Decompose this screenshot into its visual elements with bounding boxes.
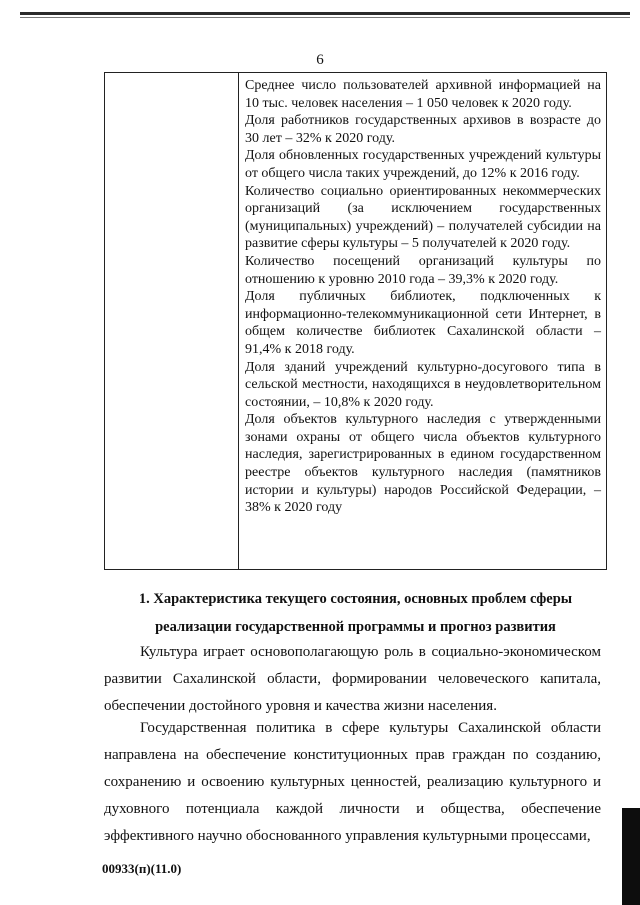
indicator-item: Количество посещений организаций культуры по отношению к уровню 2010 года – 39,3% к 2020 году. bbox=[245, 253, 601, 287]
indicator-item: Доля зданий учреждений культурно-досугового типа в сельской местности, находящихся в неудовлетворительном состоянии, – 10,8% к 2020 году. bbox=[245, 359, 601, 410]
table-column-divider bbox=[238, 73, 239, 569]
indicators-table bbox=[104, 72, 607, 570]
body-paragraph: Государственная политика в сфере культуры Сахалинской области направлена на обеспечение конституционных прав граждан по созданию, сохранению и освоению культурных ценностей, реализацию культурного и духовного потенциала каждой личности и общества, обеспечение эффективного научно обоснованного управления культурными процессами, bbox=[104, 720, 601, 844]
indicator-item: Количество социально ориентированных некоммерческих организаций (за исключением государственных (муниципальных) учреждений) – получателей субсидии на развитие сферы культуры – 5 получателей к 2020 году. bbox=[245, 183, 601, 252]
top-border-line-thin bbox=[20, 17, 630, 18]
page-number: 6 bbox=[316, 52, 324, 68]
scan-edge-mark bbox=[622, 808, 640, 905]
indicator-item: Доля обновленных государственных учреждений культуры от общего числа таких учреждений, до 12% к 2016 году. bbox=[245, 148, 601, 181]
indicator-item: Среднее число пользователей архивной информацией на 10 тыс. человек населения – 1 050 человек к 2020 году. bbox=[245, 78, 601, 111]
indicators-cell bbox=[245, 77, 601, 517]
section-heading-line: реализации государственной программы и прогноз развития bbox=[155, 619, 556, 635]
indicator-item: Доля публичных библиотек, подключенных к информационно-телекоммуникационной сети Интернет, в общем количестве библиотек Сахалинской области – 91,4% к 2018 году. bbox=[245, 289, 601, 357]
section-heading bbox=[104, 585, 607, 641]
body-paragraph: Культура играет основополагающую роль в социально-экономическом развитии Сахалинской области, формировании человеческого капитала, обеспечении достойного уровня и качества жизни населения. bbox=[104, 644, 601, 714]
section-heading-line: 1. Характеристика текущего состояния, основных проблем сферы bbox=[138, 591, 573, 607]
top-border-line bbox=[20, 12, 630, 15]
indicator-item: Доля работников государственных архивов в возрасте до 30 лет – 32% к 2020 году. bbox=[245, 113, 601, 146]
document-code: 00933(п)(11.0) bbox=[102, 861, 182, 876]
indicator-item: Доля объектов культурного наследия с утвержденными зонами охраны от общего числа объектов культурного наследия, зарегистрированных в едином государственном реестре объектов культурного наследия (памятников истории и культуры) народов Российской Федерации, – 38% к 2020 году bbox=[245, 412, 601, 516]
